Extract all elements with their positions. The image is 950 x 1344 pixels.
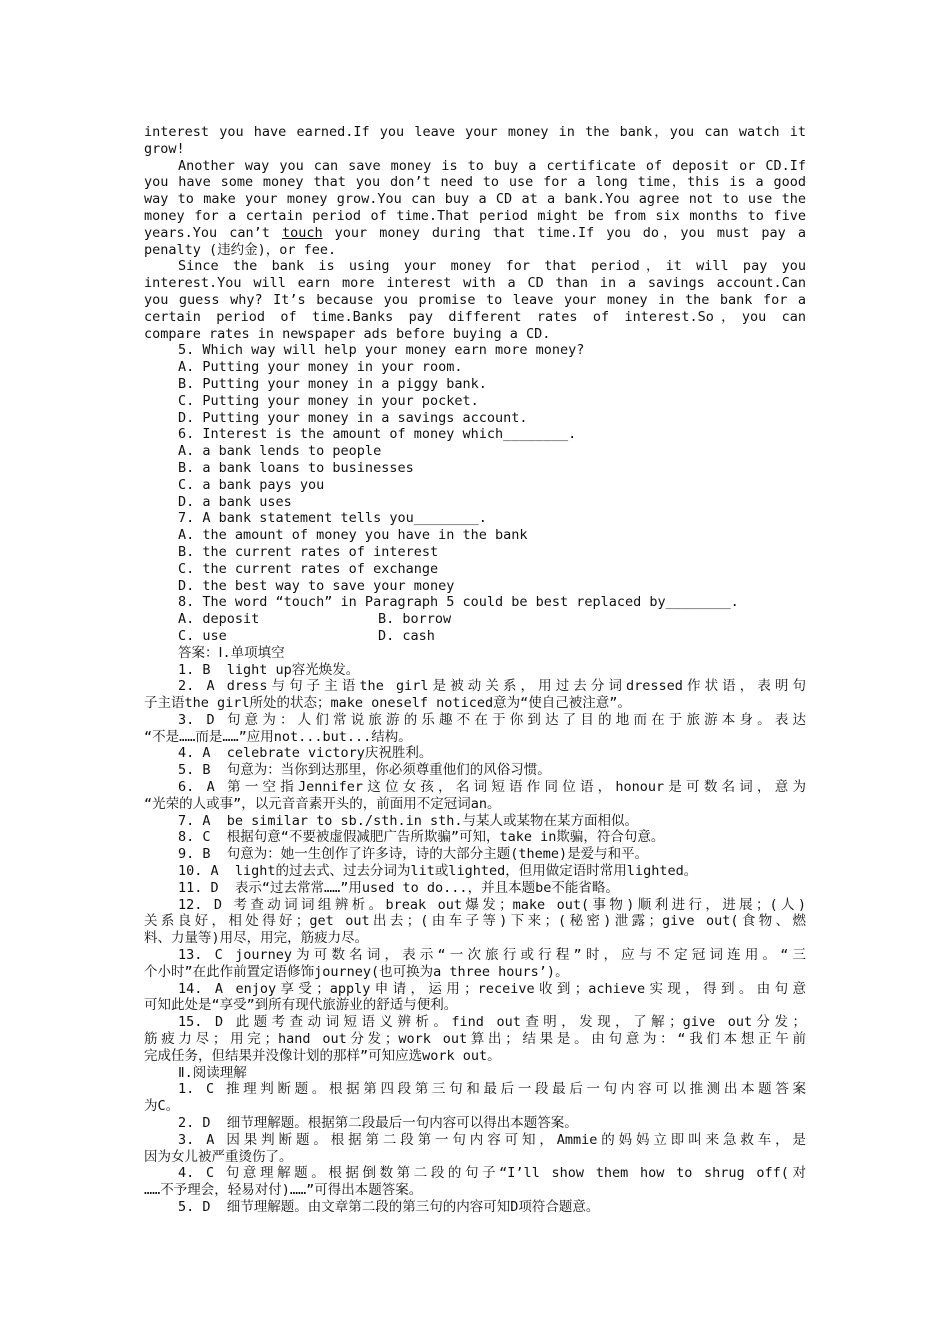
reading-answer-item-line: 5. D 细节理解题。由文章第二段的第三句的内容可知D项符合题意。 [178,1199,600,1215]
underlined-word-touch: touch [281,224,323,241]
answer-item [144,829,806,846]
text-segment: years.You can’t [144,224,282,241]
question-option: A. the amount of money you have in the bank [178,527,528,544]
passage-line: you have some money that you don’t need to use for a long time，this is a good [144,174,806,191]
reading-answer-item [144,1115,806,1132]
question-option: D. cash [378,627,435,644]
question-option-row [144,611,806,628]
passage-line: interest you have earned.If you leave your money in the bank，you can watch it [144,124,806,140]
reading-answer-item-line: ……不予理会，轻易对付)……”可得出本题答案。 [144,1182,423,1199]
answer-item [144,880,806,897]
answer-item-line: 1. B light up容光焕发。 [178,661,360,678]
answer-key [144,645,806,1216]
answer-item-line: 8. C 根据句意“不要被虚假减肥广告所欺骗”可知，take in欺骗，符合句意。 [178,829,665,846]
answer-item-line: 2. A dress与句子主语the girl是被动关系，用过去分词dressed作状语，表明句 [178,678,806,695]
text-segment: your money during that time.If you do，you must pay a [322,224,806,241]
passage-line: Another way you can save money is to buy a certificate of deposit or CD.If [178,157,806,174]
answer-item-line: 11. D 表示“过去常常……”用used to do...，并且本题be不能省略。 [178,879,619,896]
answer-item [144,947,806,981]
question-option: D. the best way to save your money [178,577,455,594]
answer-item-line: 料、力量等)用尽，用完，筋疲力尽。 [144,930,369,947]
reading-answer-item [144,1199,806,1216]
passage-line: Since the bank is using your money for that period，it will pay you [178,258,806,275]
answer-item [144,1014,806,1064]
reading-answer-item-line: 为C。 [144,1098,180,1115]
passage-line: interest.You will earn more interest with a CD than in a savings account.Can [144,275,806,292]
reading-answer-item [144,1165,806,1199]
answer-header: 答案：Ⅰ.单项填空 [178,644,285,661]
passage-line: certain period of time.Banks pay different rates of interest.So，you can [144,308,806,325]
question-option: B. the current rates of interest [178,543,439,560]
question-option: C. use [178,627,227,644]
question-option: D. Putting your money in a savings account. [178,409,528,426]
question-option: C. a bank pays you [178,476,325,493]
question-option-row [144,628,806,645]
answer-item-line: 完成任务，但结果并没像计划的那样”可知应选work out。 [144,1047,501,1064]
passage-line: grow! [144,140,185,157]
question-option: B. Putting your money in a piggy bank. [178,375,487,392]
answer-item-line: “不是……而是……”应用not...but...结构。 [144,728,412,745]
answer-item-line: 筋疲力尽；用完；hand out分发；work out算出；结果是。由句意为：“我们本想正午前 [144,1031,806,1048]
passage-line: compare rates in newspaper ads before buying a CD. [144,325,551,342]
answer-item-line: 7. A be similar to sb./sth.in sth.与某人或某物在某方面相似。 [178,812,638,829]
question-stem: 7. A bank statement tells you________. [178,510,487,527]
reading-answer-item-line: 3. A 因果判断题。根据第二段第一句内容可知，Ammie的妈妈立即叫来急救车，是 [178,1131,806,1148]
reading-answer-item-line: 1. C 推理判断题。根据第四段第三句和最后一段最后一句内容可以推测出本题答案 [178,1081,806,1098]
answer-item-line: 5. B 句意为：当你到达那里，你必须尊重他们的风俗习惯。 [178,762,551,779]
answer-item-line: 可知此处是“享受”到所有现代旅游业的舒适与便利。 [144,997,458,1014]
answer-item [144,762,806,779]
passage-line: you guess why? It’s because you promise to leave your money in the bank for a [144,291,806,308]
reading-answer-item-line: 因为女儿被严重烫伤了。 [144,1148,293,1165]
reading-answer-item-line: 4. C 句意理解题。根据倒数第二段的句子“I’ll show them how to shrug off(对 [178,1165,806,1182]
question-option: A. deposit [178,611,260,628]
answer-item-line: 6. A 第一空指Jennifer这位女孩，名词短语作同位语，honour是可数名词，意为 [178,779,806,796]
answer-item-line: 4. A celebrate victory庆祝胜利。 [178,745,433,762]
question-option: C. Putting your money in your pocket. [178,392,479,409]
answer-item-line: 15. D 此题考查动词短语义辨析。find out查明，发现，了解；give out分发； [178,1014,806,1031]
question-option: A. a bank lends to people [178,443,382,460]
answer-item [144,662,806,679]
reading-answer-items [144,1081,806,1215]
passage-line: money for a certain period of time.That period might be from six months to five [144,207,806,224]
answer-item-line: 12. D 考查动词词组辨析。break out爆发；make out(事物)顺利进行，进展；(人) [178,896,806,913]
question-option: D. a bank uses [178,493,292,510]
passage-line: penalty (违约金)，or fee. [144,241,337,258]
answer-item-line: 13. C journey为可数名词，表示“一次旅行或行程”时，应与不定冠词连用。“三 [178,947,806,964]
answer-item [144,678,806,712]
answer-item [144,846,806,863]
passage [144,124,806,342]
answer-item-line: 关系良好，相处得好；get out出去；(由车子等)下来；(秘密)泄露；give out(食物、燃 [144,913,806,930]
answer-item-line: 14. A enjoy享受；apply申请，运用；receive收到；achieve实现，得到。由句意 [178,980,806,997]
answer-item-line: 10. A light的过去式、过去分词为lit或lighted，但用做定语时常用lighted。 [178,863,698,880]
passage-line-touch [144,225,806,242]
question-option: C. the current rates of exchange [178,560,439,577]
answer-item [144,863,806,880]
answer-item-line: 3. D 句意为：人们常说旅游的乐趣不在于你到达了目的地而在于旅游本身。表达 [178,711,806,728]
answer-item-line: “光荣的人或事”，以元音音素开头的，前面用不定冠词an。 [144,795,501,812]
answer-item-line: 个小时”在此作前置定语修饰journey(也可换为a three hours’)。 [144,963,569,980]
answer-item [144,745,806,762]
questions [144,342,806,644]
reading-answer-item [144,1132,806,1166]
question-stem: 6. Interest is the amount of money which________. [178,426,577,443]
answer-item [144,897,806,947]
question-option: A. Putting your money in your room. [178,359,463,376]
answer-item-line: 9. B 句意为：她一生创作了许多诗，诗的大部分主题(theme)是爱与和平。 [178,846,649,863]
question-stem: 5. Which way will help your money earn more money? [178,342,585,359]
reading-header: Ⅱ.阅读理解 [178,1064,247,1081]
answer-items [144,662,806,1065]
question-option: B. a bank loans to businesses [178,459,414,476]
answer-item [144,712,806,746]
reading-answer-item [144,1081,806,1115]
answer-item-line: 子主语the girl所处的状态；make oneself noticed意为“使自己被注意”。 [144,695,631,712]
answer-item [144,813,806,830]
passage-line: way to make your money grow.You can buy a CD at a bank.You agree not to use the [144,191,806,208]
reading-answer-item-line: 2. D 细节理解题。根据第二段最后一句内容可以得出本题答案。 [178,1115,578,1132]
question-stem: 8. The word “touch” in Paragraph 5 could be best replaced by________. [178,594,739,611]
document-page [144,124,806,1216]
answer-item [144,981,806,1015]
answer-item [144,779,806,813]
question-option: B. borrow [378,611,452,628]
